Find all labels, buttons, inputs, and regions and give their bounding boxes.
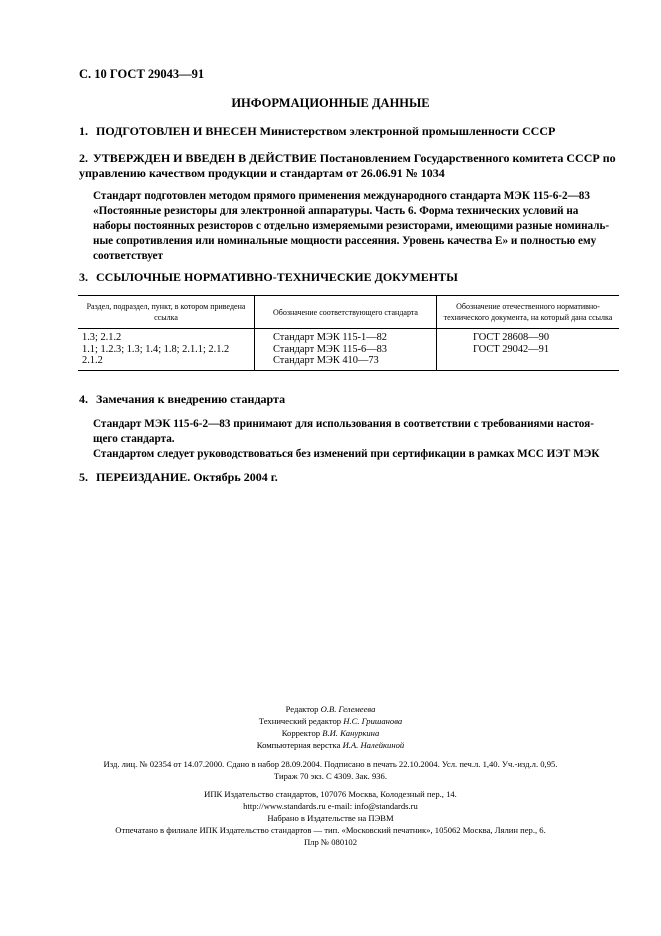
section-2 <box>79 151 619 181</box>
paragraph-line: наборы постоянных резисторов с отдельно измеряемыми резисторами, имеющими разные номиналь- <box>93 220 610 232</box>
paragraph-line: соответствует <box>93 250 163 262</box>
publishing-line: Изд. лиц. № 02354 от 14.07.2000. Сдано в набор 28.09.2004. Подписано в печать 22.10.2004. Усл. печ.л. 1,40. Уч.-изд.л. 0,95. <box>103 759 558 769</box>
cell-text: Стандарт МЭК 115-6—83 <box>273 343 387 355</box>
table-cell <box>255 329 437 371</box>
publisher-line: ИПК Издательство стандартов, 107076 Москва, Колодезный пер., 14. <box>204 789 457 799</box>
cell-text: 1.3; 2.1.2 <box>82 332 122 343</box>
credit-line <box>0 715 661 727</box>
section-text: ССЫЛОЧНЫЕ НОРМАТИВНО-ТЕХНИЧЕСКИЕ ДОКУМЕНТЫ <box>96 270 458 284</box>
credit-name: О.В. Гелемеева <box>320 704 376 714</box>
cell-text: 2.1.2 <box>82 355 103 366</box>
paragraph-line: Стандарт МЭК 115-6-2—83 принимают для использования в соответствии с требованиями настоя- <box>93 418 594 430</box>
section-line: управлению качеством продукции и стандартам от 26.06.91 № 1034 <box>79 166 445 180</box>
credit-label: Корректор <box>281 728 321 738</box>
section-number: 3. <box>79 270 88 284</box>
section-text: Замечания к внедрению стандарта <box>96 392 286 406</box>
section-2-paragraph <box>93 189 618 264</box>
publisher-line: http://www.standards.ru e-mail: info@standards.ru <box>243 801 418 811</box>
cell-text: Стандарт МЭК 115-1—82 <box>273 332 387 343</box>
section-text: ПОДГОТОВЛЕН И ВНЕСЕН Министерством электронной промышленности СССР <box>96 124 556 138</box>
paragraph-line: ные сопротивления или номинальные мощности рассеяния. Уровень качества Е» и полностью ему <box>93 235 597 247</box>
paragraph-line: Стандарт подготовлен методом прямого применения международного стандарта МЭК 115-6-2—83 <box>93 190 590 202</box>
cell-text: 1.1; 1.2.3; 1.3; 1.4; 1.8; 2.1.1; 2.1.2 <box>82 343 230 355</box>
section-5 <box>79 470 278 485</box>
cell-text: ГОСТ 28608—90 <box>473 332 550 343</box>
section-3-title <box>79 270 458 285</box>
publishing-line: Тираж 70 экз. С 4309. Зак. 936. <box>273 771 387 781</box>
paragraph-line: Стандартом следует руководствоваться без изменений при сертификации в рамках МСС ИЭТ МЭК <box>93 448 600 460</box>
paragraph-line: «Постоянные резисторы для электронной аппаратуры. Часть 6. Форма технических условий на <box>93 205 579 217</box>
credit-label: Компьютерная верстка <box>256 740 341 750</box>
cell-text: Стандарт МЭК 410—73 <box>273 355 379 366</box>
table-cell <box>78 329 255 371</box>
column-header: Обозначение отечественного нормативно-технического документа, на который дана ссылка <box>437 296 620 329</box>
publisher-block <box>0 788 661 848</box>
section-1 <box>79 124 555 139</box>
references-table <box>78 295 619 371</box>
credit-label: Редактор <box>285 704 319 714</box>
section-line: УТВЕРЖДЕН И ВВЕДЕН В ДЕЙСТВИЕ Постановлением Государственного комитета СССР по <box>93 151 616 165</box>
table-cell <box>437 329 620 371</box>
publishing-data <box>0 758 661 782</box>
column-header: Обозначение соответствующего стандарта <box>255 296 437 329</box>
section-number: 4. <box>79 392 88 406</box>
credit-name: И.А. Налейкиной <box>342 740 405 750</box>
column-header: Раздел, подраздел, пункт, в котором приведена ссылка <box>78 296 255 329</box>
section-4-title <box>79 392 285 407</box>
paragraph-line: щего стандарта. <box>93 433 175 445</box>
section-number: 1. <box>79 124 88 138</box>
credit-line <box>0 703 661 715</box>
credit-name: Н.С. Гришанова <box>343 716 403 726</box>
credit-label: Технический редактор <box>258 716 342 726</box>
credit-name: В.И. Кануркина <box>322 728 380 738</box>
section-4-paragraph <box>93 417 618 462</box>
section-text: ПЕРЕИЗДАНИЕ. Октябрь 2004 г. <box>96 470 278 484</box>
page-title: ИНФОРМАЦИОННЫЕ ДАННЫЕ <box>231 96 430 110</box>
publisher-line: Отпечатано в филиале ИПК Издательство стандартов — тип. «Московский печатник», 105062 Москва, Лялин пер., 6. <box>115 825 546 835</box>
publisher-line: Набрано в Издательстве на ПЭВМ <box>267 813 394 823</box>
section-number: 5. <box>79 470 88 484</box>
publisher-line: Плр № 080102 <box>303 837 358 847</box>
cell-text: ГОСТ 29042—91 <box>473 343 550 355</box>
table-header-row <box>78 296 619 329</box>
section-number: 2. <box>79 151 88 165</box>
credit-line <box>0 739 661 751</box>
table-row <box>78 329 619 371</box>
credit-line <box>0 727 661 739</box>
credits-block <box>0 703 661 751</box>
page-header: С. 10 ГОСТ 29043—91 <box>79 67 205 81</box>
